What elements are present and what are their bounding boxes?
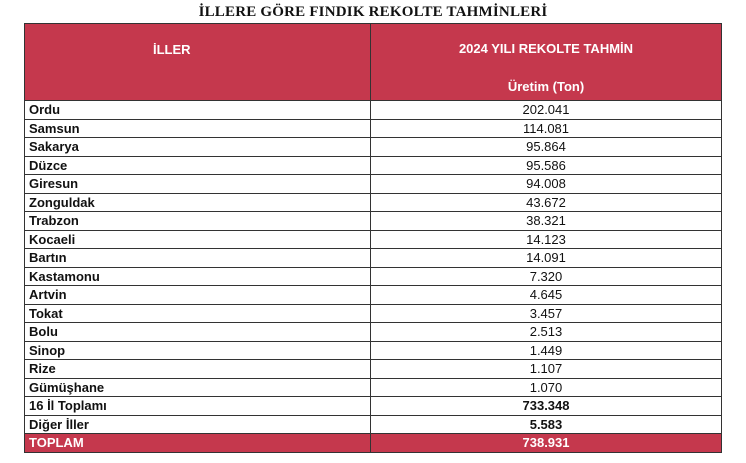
- production-value: 14.123: [371, 230, 722, 249]
- production-value: 202.041: [371, 101, 722, 120]
- provinces-header: İLLER: [25, 24, 371, 101]
- total-value: 738.931: [371, 434, 722, 453]
- table-row: [25, 378, 722, 397]
- table-row: [25, 304, 722, 323]
- province-name: Sakarya: [25, 138, 371, 157]
- province-name: Gümüşhane: [25, 378, 371, 397]
- table-row: [25, 323, 722, 342]
- province-name: Kocaeli: [25, 230, 371, 249]
- province-name: Tokat: [25, 304, 371, 323]
- table-row: [25, 193, 722, 212]
- production-value: 1.107: [371, 360, 722, 379]
- table-row: [25, 267, 722, 286]
- production-value: 114.081: [371, 119, 722, 138]
- production-value: 7.320: [371, 267, 722, 286]
- province-name: Giresun: [25, 175, 371, 194]
- province-name: Rize: [25, 360, 371, 379]
- production-value: 95.864: [371, 138, 722, 157]
- production-value: 3.457: [371, 304, 722, 323]
- table-row: [25, 175, 722, 194]
- province-name: Ordu: [25, 101, 371, 120]
- production-value: 94.008: [371, 175, 722, 194]
- production-value: 1.070: [371, 378, 722, 397]
- others-value: 5.583: [371, 415, 722, 434]
- others-label: Diğer İller: [25, 415, 371, 434]
- province-name: Trabzon: [25, 212, 371, 231]
- province-name: Sinop: [25, 341, 371, 360]
- table-row: [25, 101, 722, 120]
- table-row: [25, 119, 722, 138]
- production-value: 43.672: [371, 193, 722, 212]
- province-name: Bartın: [25, 249, 371, 268]
- province-name: Düzce: [25, 156, 371, 175]
- page-title: İLLERE GÖRE FINDIK REKOLTE TAHMİNLERİ: [198, 4, 548, 20]
- year-estimate-header: 2024 YILI REKOLTE TAHMİN: [371, 24, 722, 73]
- province-name: Artvin: [25, 286, 371, 305]
- province-name: Bolu: [25, 323, 371, 342]
- production-value: 4.645: [371, 286, 722, 305]
- table-row: [25, 360, 722, 379]
- table-row: [25, 230, 722, 249]
- harvest-table: [24, 23, 722, 453]
- others-row: [25, 415, 722, 434]
- total-row: [25, 434, 722, 453]
- total-label: TOPLAM: [25, 434, 371, 453]
- subtotal-value: 733.348: [371, 397, 722, 416]
- table-row: [25, 286, 722, 305]
- table-row: [25, 138, 722, 157]
- production-value: 1.449: [371, 341, 722, 360]
- table-row: [25, 156, 722, 175]
- production-value: 14.091: [371, 249, 722, 268]
- subtotal-label: 16 İl Toplamı: [25, 397, 371, 416]
- table-row: [25, 212, 722, 231]
- province-name: Kastamonu: [25, 267, 371, 286]
- table-row: [25, 341, 722, 360]
- production-value: 95.586: [371, 156, 722, 175]
- unit-header: Üretim (Ton): [371, 73, 722, 101]
- production-value: 2.513: [371, 323, 722, 342]
- province-name: Zonguldak: [25, 193, 371, 212]
- production-value: 38.321: [371, 212, 722, 231]
- province-name: Samsun: [25, 119, 371, 138]
- table-row: [25, 249, 722, 268]
- subtotal-row: [25, 397, 722, 416]
